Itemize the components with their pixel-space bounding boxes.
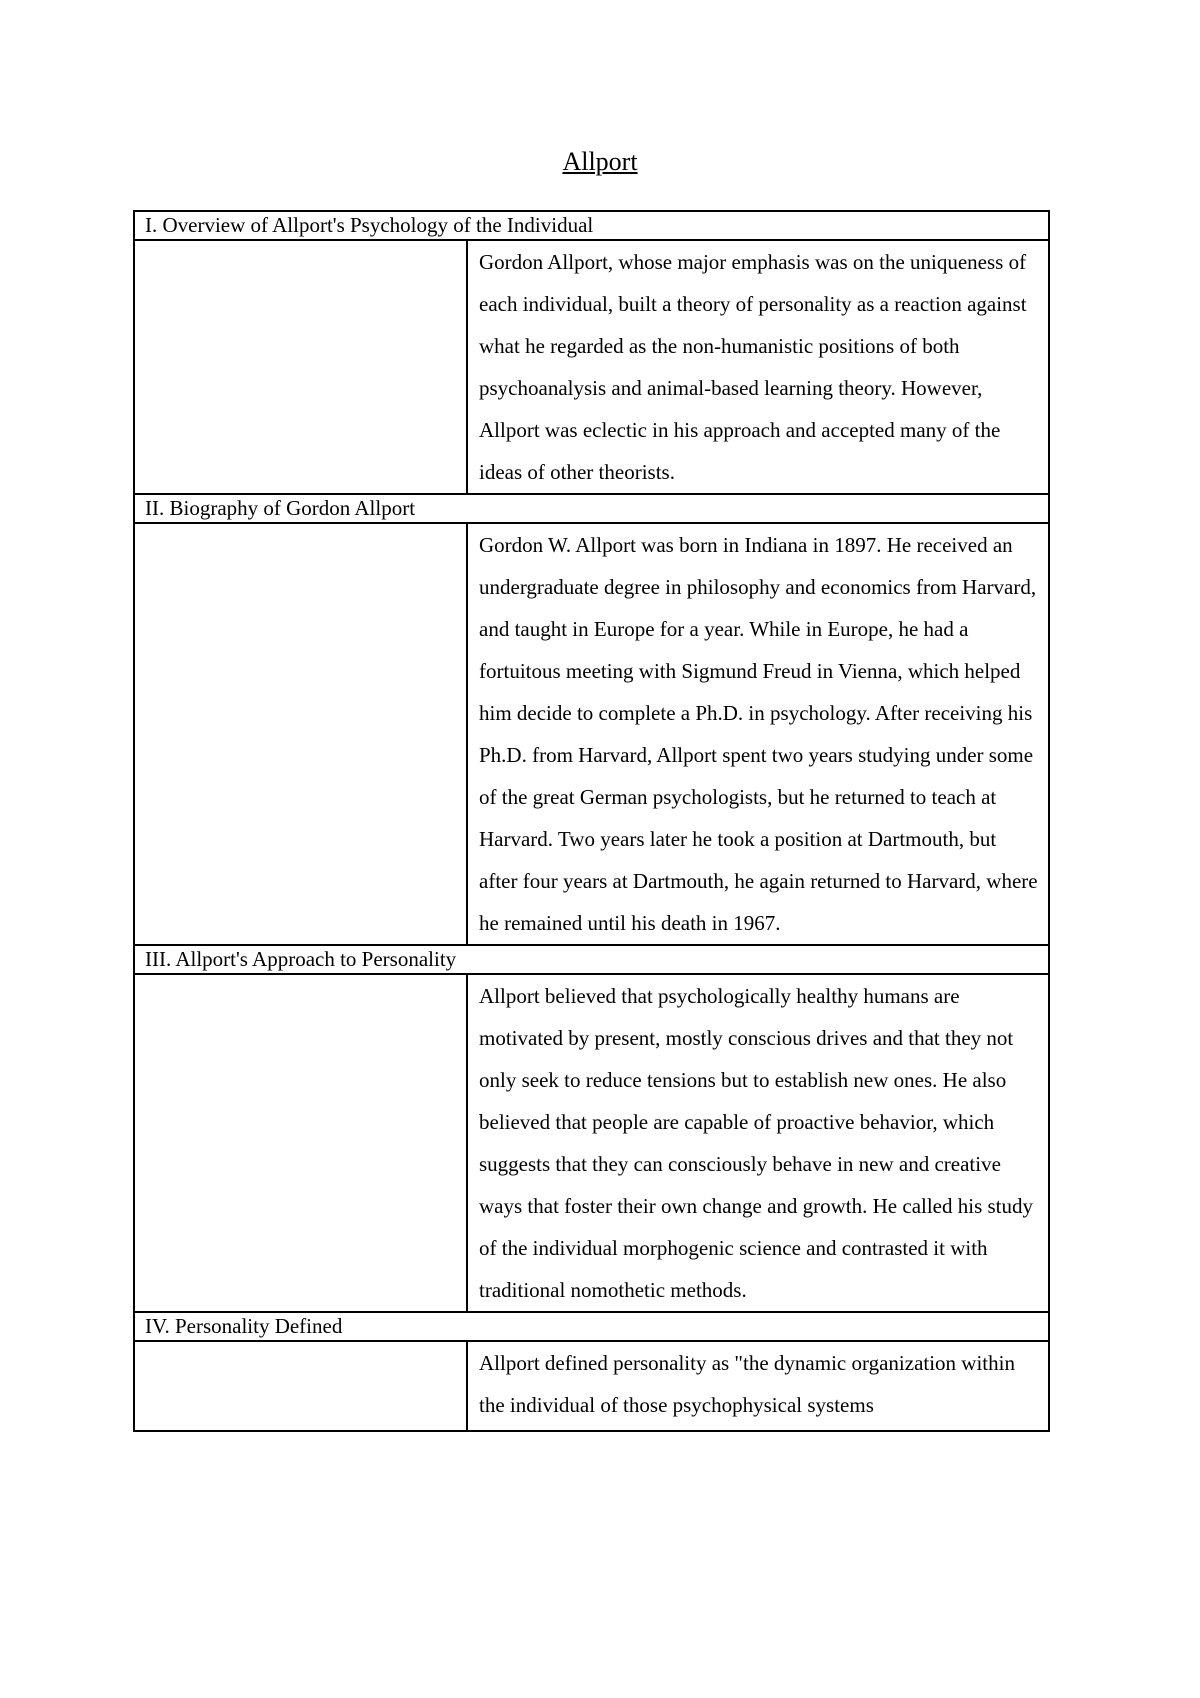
empty-cell [134,974,467,1312]
page-title: Allport [562,147,638,176]
section-heading-1: I. Overview of Allport's Psychology of the Individual [134,211,1049,240]
section-heading-4: IV. Personality Defined [134,1312,1049,1341]
empty-cell [134,1341,467,1431]
section-body-3: Allport believed that psychologically healthy humans are motivated by present, mostly conscious drives and that they not only seek to reduce tensions but to establish new ones. He also believed that people are capable of proactive behavior, which suggests that they can consciously behave in new and creative ways that foster their own change and growth. He called his study of the individual morphogenic science and contrasted it with traditional nomothetic methods. [467,974,1049,1312]
section-body-row [134,523,1049,945]
section-heading-row [134,211,1049,240]
section-heading-row [134,945,1049,974]
section-body-4: Allport defined personality as "the dynamic organization within the individual of those psychophysical systems [479,1351,1015,1417]
empty-cell [134,240,467,494]
section-body-row [134,974,1049,1312]
section-heading-2: II. Biography of Gordon Allport [134,494,1049,523]
section-body-row [134,240,1049,494]
section-body-row [134,1341,1049,1431]
empty-cell [134,523,467,945]
outline-table [133,210,1050,1432]
section-heading-3: III. Allport's Approach to Personality [134,945,1049,974]
section-heading-row [134,1312,1049,1341]
section-body-2: Gordon W. Allport was born in Indiana in 1897. He received an undergraduate degree in philosophy and economics from Harvard, and taught in Europe for a year. While in Europe, he had a fortuitous meeting with Sigmund Freud in Vienna, which helped him decide to complete a Ph.D. in psychology. After receiving his Ph.D. from Harvard, Allport spent two years studying under some of the great German psychologists, but he returned to teach at Harvard. Two years later he took a position at Dartmouth, but after four years at Dartmouth, he again returned to Harvard, where he remained until his death in 1967. [467,523,1049,945]
section-body-4-cell [467,1341,1049,1431]
section-body-1: Gordon Allport, whose major emphasis was on the uniqueness of each individual, built a theory of personality as a reaction against what he regarded as the non-humanistic positions of both psychoanalysis and animal-based learning theory. However, Allport was eclectic in his approach and accepted many of the ideas of other theorists. [467,240,1049,494]
section-heading-row [134,494,1049,523]
